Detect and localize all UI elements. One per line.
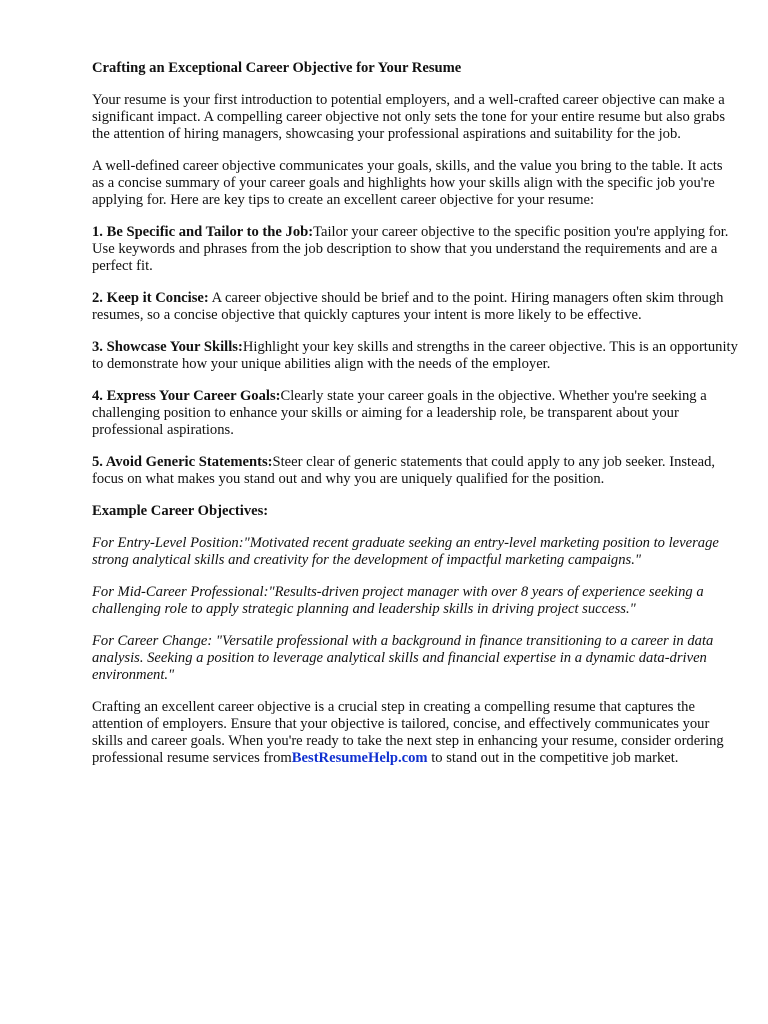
closing-paragraph xyxy=(92,699,738,767)
tip-2-heading: 2. Keep it Concise: xyxy=(92,290,209,306)
example-career-change: For Career Change: "Versatile professional with a background in finance transitioning to a career in data analysis. Seeking a position to leverage analytical skills and financial expertise in a dynamic data-driven environment." xyxy=(92,633,714,683)
closing-text: Crafting an excellent career objective is a crucial step in creating a compelling resume that captures the attention of employers. Ensure that your objective is tailored, concise, and effectively communicates your skills and career goals. When you're ready to take the next step in enhancing your resume, consider ordering professional resume services from xyxy=(92,699,724,766)
example-entry-level: For Entry-Level Position:"Motivated recent graduate seeking an entry-level marketing position to leverage strong analytical skills and creativity for the development of impactful marketing campaigns." xyxy=(92,535,719,568)
document-title: Crafting an Exceptional Career Objective for Your Resume xyxy=(92,60,462,76)
tip-1-text: Tailor your career objective to the specific position you're applying for. Use keywords and phrases from the job description to show that you understand the requirements and are a perfect fit. xyxy=(92,224,729,274)
closing-text-end: to stand out in the competitive job market. xyxy=(427,750,679,766)
tip-2-text: A career objective should be brief and to the point. Hiring managers often skim through resumes, so a concise objective that quickly captures your intent is more likely to be effective. xyxy=(92,290,724,323)
tip-1 xyxy=(92,224,738,275)
tip-2 xyxy=(92,290,738,324)
tip-5-text: Steer clear of generic statements that could apply to any job seeker. Instead, focus on what makes you stand out and why you are uniquely qualified for the position. xyxy=(92,454,716,487)
tip-4-text: Clearly state your career goals in the objective. Whether you're seeking a challenging position to enhance your skills or aiming for a leadership role, be transparent about your professional aspirations. xyxy=(92,388,707,438)
example-mid-career: For Mid-Career Professional:"Results-driven project manager with over 8 years of experience seeking a challenging role to apply strategic planning and leadership skills in driving project success." xyxy=(92,584,704,617)
tip-5-heading: 5. Avoid Generic Statements: xyxy=(92,454,273,470)
tip-3-heading: 3. Showcase Your Skills: xyxy=(92,339,243,355)
intro-paragraph-2: A well-defined career objective communicates your goals, skills, and the value you bring to the table. It acts as a concise summary of your career goals and highlights how your skills align with the specific job you're applying for. Here are key tips to create an excellent career objective for your resume: xyxy=(92,158,723,208)
tip-1-heading: 1. Be Specific and Tailor to the Job: xyxy=(92,224,314,240)
tip-3 xyxy=(92,339,738,373)
bestresumehelp-link[interactable]: BestResumeHelp.com xyxy=(291,750,428,766)
tip-4 xyxy=(92,388,738,439)
document-page xyxy=(92,60,738,782)
intro-paragraph-1: Your resume is your first introduction to potential employers, and a well-crafted career objective can make a significant impact. A compelling career objective not only sets the tone for your entire resume but also grabs the attention of hiring managers, showcasing your professional aspirations and suitability for the job. xyxy=(92,92,726,142)
tip-4-heading: 4. Express Your Career Goals: xyxy=(92,388,281,404)
examples-heading: Example Career Objectives: xyxy=(92,503,269,519)
tip-5 xyxy=(92,454,738,488)
tip-3-text: Highlight your key skills and strengths in the career objective. This is an opportunity to demonstrate how your unique abilities align with the needs of the employer. xyxy=(92,339,738,372)
